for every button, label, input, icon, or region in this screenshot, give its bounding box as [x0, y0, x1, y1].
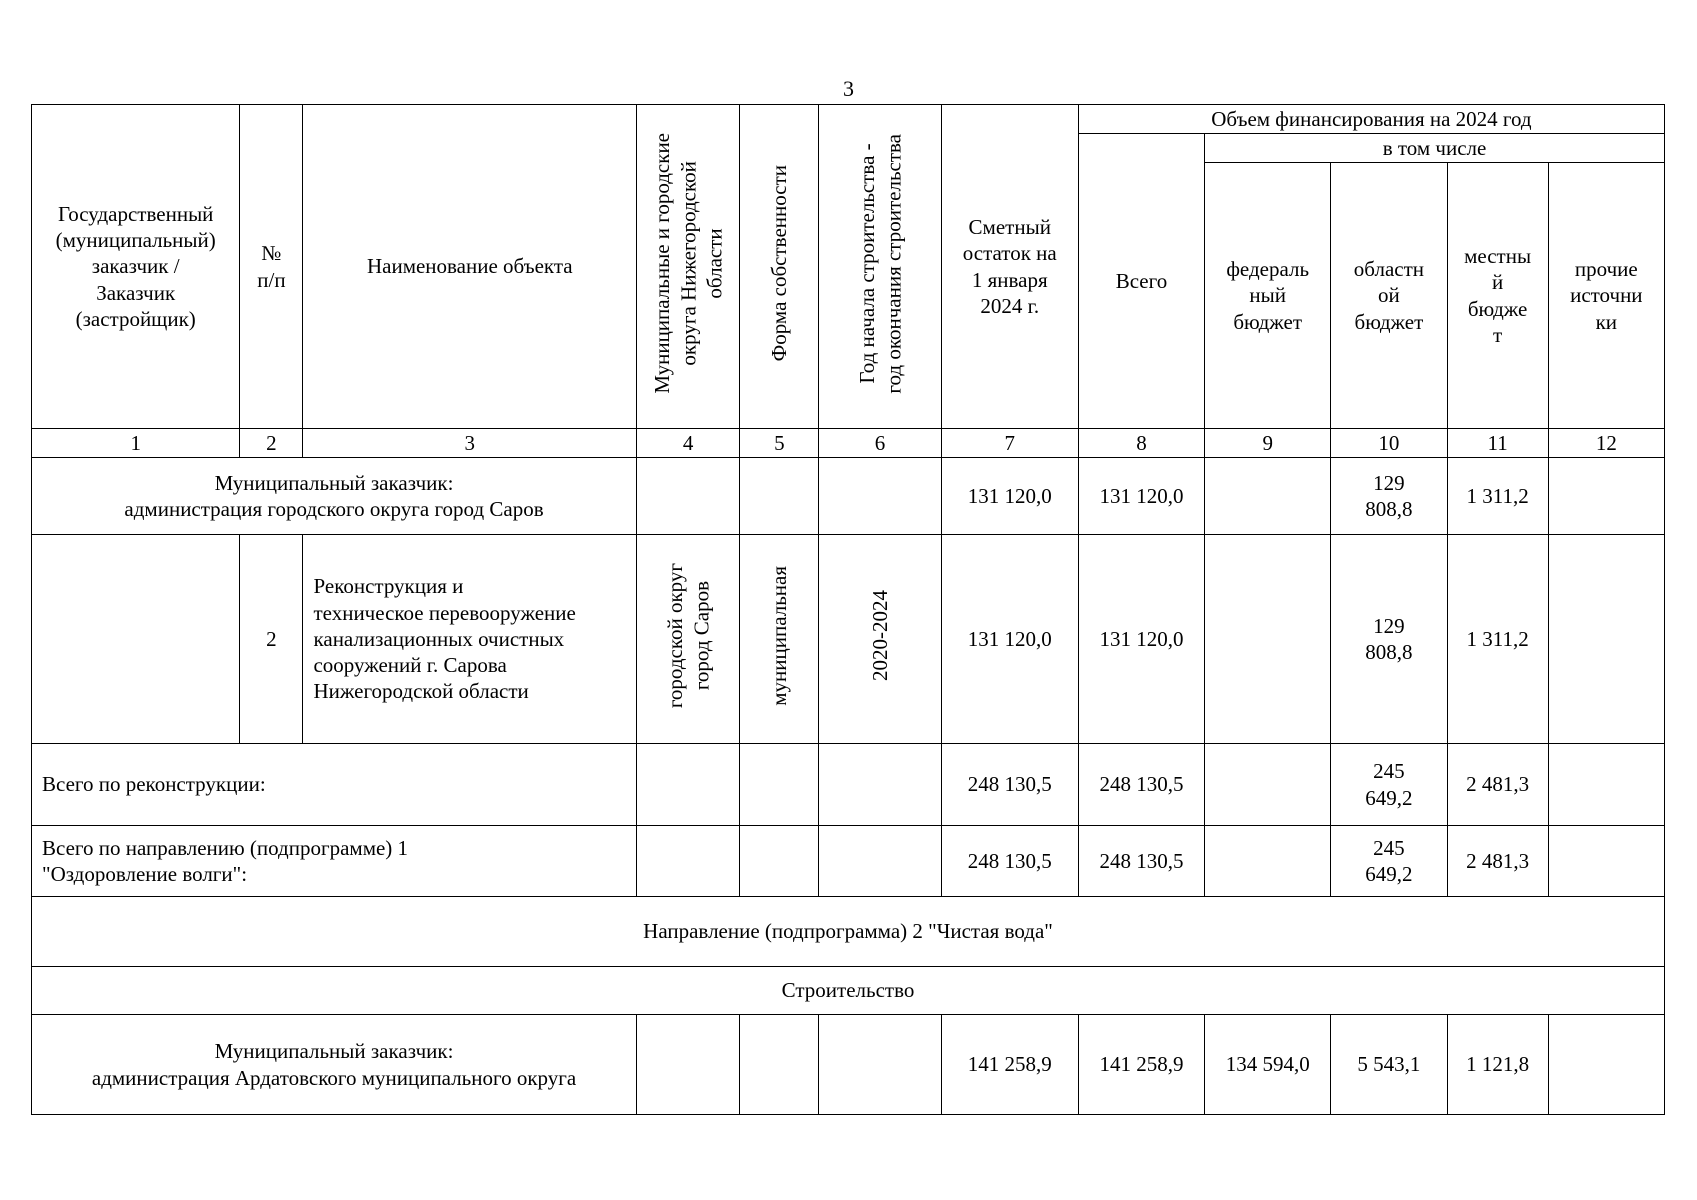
federal-cell: 134 594,0: [1205, 1015, 1331, 1115]
header-total: Всего: [1078, 134, 1204, 429]
empty-cell: [637, 458, 740, 535]
total-cell: 248 130,5: [1078, 826, 1204, 897]
total-cell: 131 120,0: [1078, 535, 1204, 744]
column-number: 1: [32, 429, 240, 458]
table-row-total-reconstruction: [32, 744, 1665, 826]
total-reconstruction-label: Всего по реконструкции:: [32, 744, 637, 826]
page-number: 3: [843, 76, 854, 101]
construction-heading: Строительство: [32, 967, 1665, 1015]
total-cell: 141 258,9: [1078, 1015, 1204, 1115]
empty-cell: [819, 744, 941, 826]
local-cell: 2 481,3: [1447, 826, 1548, 897]
column-number: 2: [240, 429, 303, 458]
table-row-subprogram-2: [32, 897, 1665, 967]
column-number: 6: [819, 429, 941, 458]
table-row-construction: [32, 967, 1665, 1015]
empty-cell: [32, 535, 240, 744]
total-cell: 131 120,0: [1078, 458, 1204, 535]
local-cell: 1 311,2: [1447, 535, 1548, 744]
regional-cell: 245 649,2: [1331, 744, 1447, 826]
header-local: местны й бюдже т: [1447, 163, 1548, 429]
regional-cell: 5 543,1: [1331, 1015, 1447, 1115]
column-numbers-row: [32, 429, 1665, 458]
budget-table: [31, 104, 1665, 1115]
table-row-ardatov-customer: [32, 1015, 1665, 1115]
customer-label: Муниципальный заказчик: администрация городского округа город Саров: [32, 458, 637, 535]
column-number: 12: [1548, 429, 1664, 458]
header-years: Год начала строительства - год окончания строительства: [819, 105, 941, 429]
header-federal: федераль ный бюджет: [1205, 163, 1331, 429]
estimate-cell: 131 120,0: [941, 535, 1078, 744]
header-ownership: Форма собственности: [740, 105, 819, 429]
empty-cell: [740, 744, 819, 826]
local-cell: 1 121,8: [1447, 1015, 1548, 1115]
header-row-top: [32, 105, 1665, 134]
header-municipality: Муниципальные и городские округа Нижегородской области: [637, 105, 740, 429]
header-other: прочие источни ки: [1548, 163, 1664, 429]
other-cell: [1548, 826, 1664, 897]
estimate-cell: 248 130,5: [941, 744, 1078, 826]
column-number: 4: [637, 429, 740, 458]
column-number: 9: [1205, 429, 1331, 458]
empty-cell: [819, 458, 941, 535]
header-number: № п/п: [240, 105, 303, 429]
table-row-sarov-object: [32, 535, 1665, 744]
empty-cell: [637, 1015, 740, 1115]
header-estimate: Сметный остаток на 1 января 2024 г.: [941, 105, 1078, 429]
empty-cell: [819, 1015, 941, 1115]
header-object-name: Наименование объекта: [303, 105, 637, 429]
header-regional: областн ой бюджет: [1331, 163, 1447, 429]
regional-cell: 129 808,8: [1331, 535, 1447, 744]
header-customer: Государственный (муниципальный) заказчик / Заказчик (застройщик): [32, 105, 240, 429]
regional-cell: 245 649,2: [1331, 826, 1447, 897]
column-number: 5: [740, 429, 819, 458]
local-cell: 2 481,3: [1447, 744, 1548, 826]
column-number: 3: [303, 429, 637, 458]
total-cell: 248 130,5: [1078, 744, 1204, 826]
empty-cell: [637, 826, 740, 897]
header-funding: Объем финансирования на 2024 год: [1078, 105, 1664, 134]
other-cell: [1548, 535, 1664, 744]
header-including: в том числе: [1205, 134, 1665, 163]
empty-cell: [740, 826, 819, 897]
subprogram-heading: Направление (подпрограмма) 2 "Чистая вода": [32, 897, 1665, 967]
column-number: 8: [1078, 429, 1204, 458]
federal-cell: [1205, 458, 1331, 535]
table-row-sarov-customer: [32, 458, 1665, 535]
estimate-cell: 141 258,9: [941, 1015, 1078, 1115]
municipality-cell: городской округ город Саров: [637, 535, 740, 744]
empty-cell: [637, 744, 740, 826]
federal-cell: [1205, 826, 1331, 897]
federal-cell: [1205, 744, 1331, 826]
customer-label: Муниципальный заказчик: администрация Ардатовского муниципального округа: [32, 1015, 637, 1115]
other-cell: [1548, 458, 1664, 535]
estimate-cell: 131 120,0: [941, 458, 1078, 535]
object-name-cell: Реконструкция и техническое перевооружение канализационных очистных сооружений г. Сарова Нижегородской области: [303, 535, 637, 744]
total-subprogram-label: Всего по направлению (подпрограмме) 1 "Оздоровление волги":: [32, 826, 637, 897]
local-cell: 1 311,2: [1447, 458, 1548, 535]
ownership-cell: муниципальная: [740, 535, 819, 744]
table-row-total-subprogram-1: [32, 826, 1665, 897]
number-cell: 2: [240, 535, 303, 744]
regional-cell: 129 808,8: [1331, 458, 1447, 535]
other-cell: [1548, 744, 1664, 826]
federal-cell: [1205, 535, 1331, 744]
empty-cell: [740, 1015, 819, 1115]
other-cell: [1548, 1015, 1664, 1115]
column-number: 10: [1331, 429, 1447, 458]
column-number: 7: [941, 429, 1078, 458]
estimate-cell: 248 130,5: [941, 826, 1078, 897]
years-cell: 2020-2024: [819, 535, 941, 744]
column-number: 11: [1447, 429, 1548, 458]
empty-cell: [740, 458, 819, 535]
empty-cell: [819, 826, 941, 897]
